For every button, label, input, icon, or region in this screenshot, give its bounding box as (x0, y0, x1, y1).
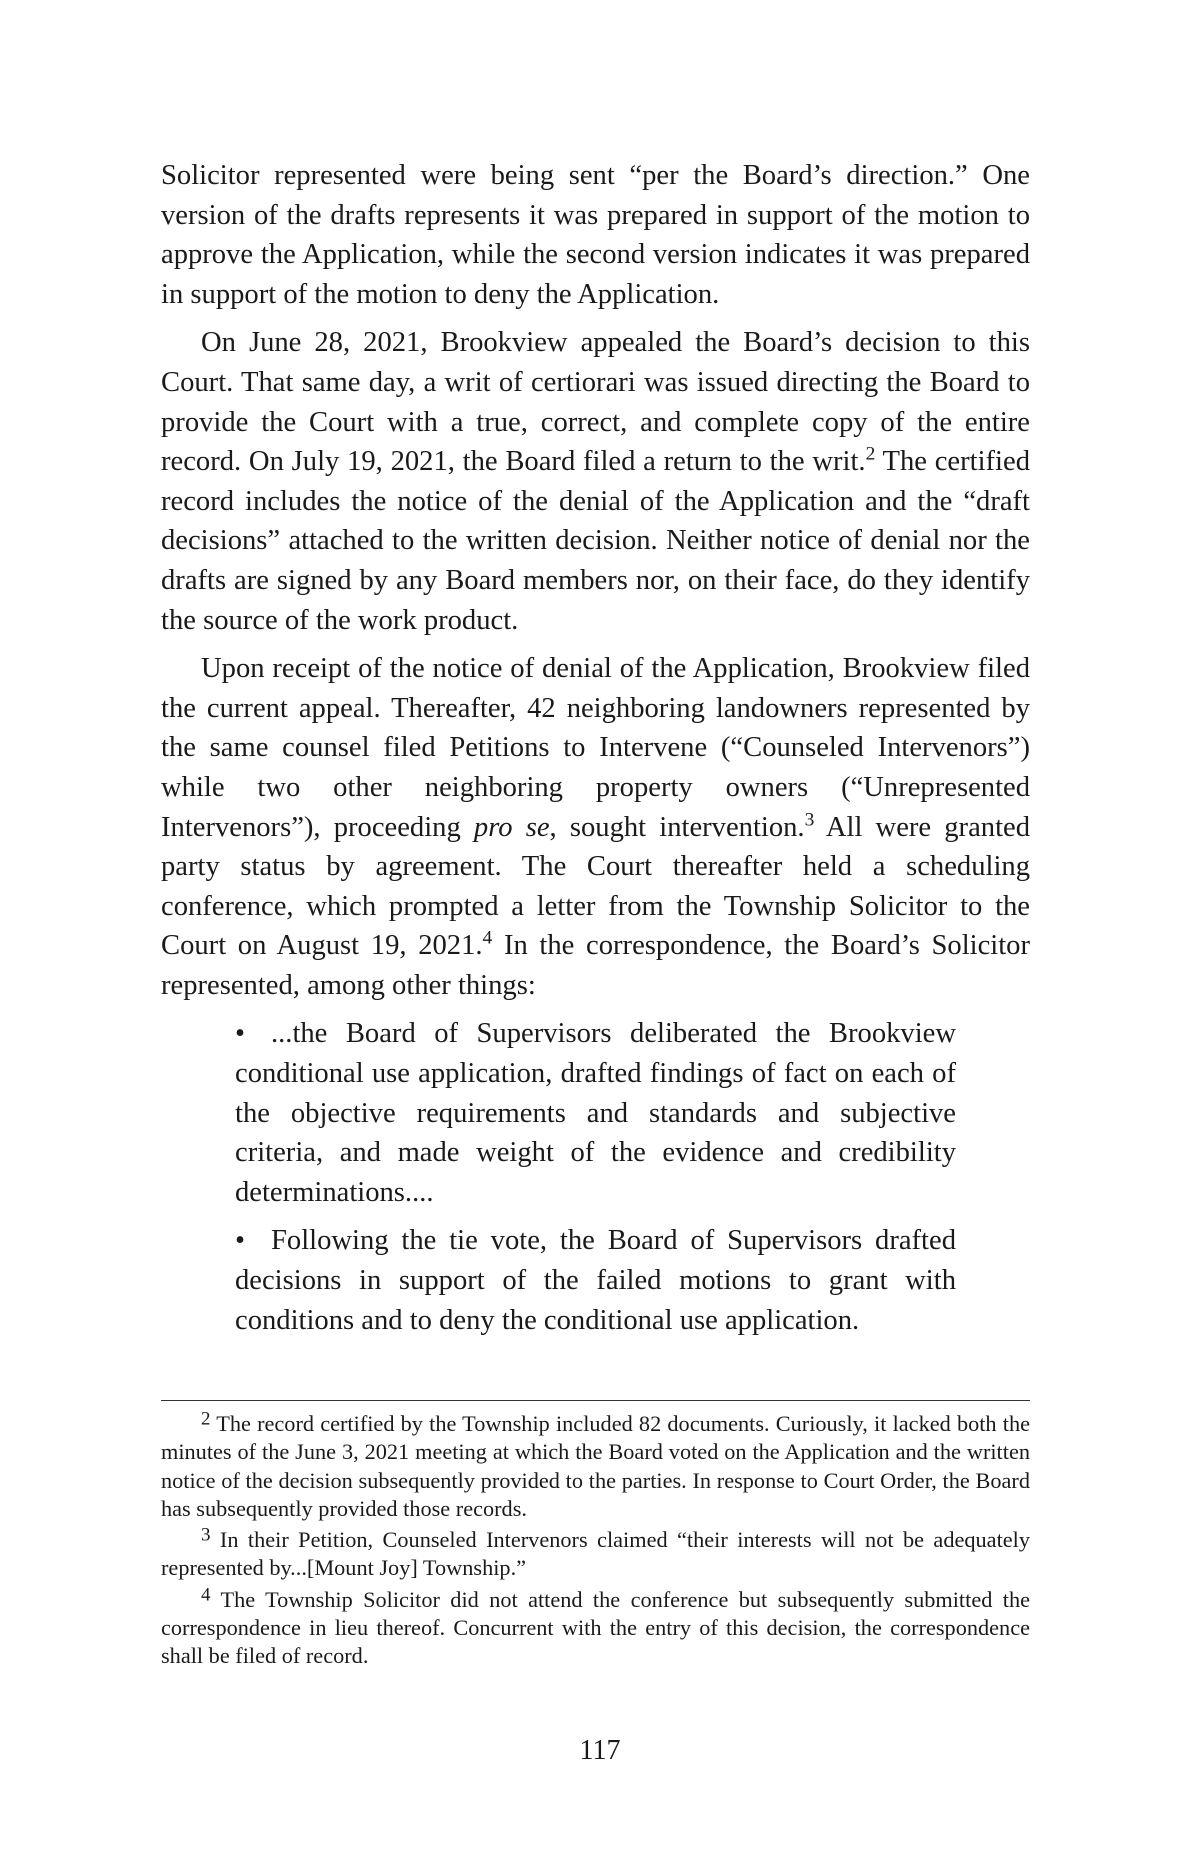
footnote-number: 3 (201, 1524, 211, 1546)
paragraph-3-text-d: In the correspondence, the Board’s Solicitor represented, among other things: (161, 930, 1030, 1001)
paragraph-1 (161, 156, 1030, 314)
quoted-bullet-list (235, 1014, 956, 1340)
page-number: 117 (579, 1735, 621, 1766)
bullet-text: ...the Board of Supervisors deliberated the Brookview conditional use application, drafted findings of fact on each of the objective requirements and standards and subjective criteria, and made weight of the evidence and credibility determinations.... (235, 1018, 956, 1208)
footnote-number: 2 (201, 1408, 211, 1430)
paragraph-3-text-b: , sought intervention. (549, 811, 805, 843)
bullet-text: Following the tie vote, the Board of Supervisors drafted decisions in support of the failed motions to grant with conditions and to deny the conditional use application. (235, 1225, 956, 1336)
paragraph-2 (161, 323, 1030, 640)
bullet-item (235, 1014, 956, 1212)
paragraph-3-text-a: Upon receipt of the notice of denial of the Application, Brookview filed the current appeal. Thereafter, 42 neighboring landowners represented by the same counsel filed Petitions to Intervene (“Counseled Intervenors”) while two other neighboring property owners (“Unrepresented Intervenors”), proceeding (161, 653, 1030, 843)
footnote-text: The Township Solicitor did not attend the conference but subsequently submitted the correspondence in lieu thereof. Concurrent with the entry of this decision, the correspondence shall be filed of record. (161, 1586, 1030, 1669)
footnote-3 (161, 1526, 1030, 1583)
paragraph-3-italic: pro se (473, 811, 550, 843)
footnotes (161, 1410, 1030, 1674)
footnote-2 (161, 1410, 1030, 1523)
paragraph-3-text-c: All were granted party status by agreement. The Court thereafter held a scheduling conference, which prompted a letter from the Township Solicitor to the Court on August 19, 2021. (161, 811, 1031, 962)
bullet-icon: • (235, 1018, 246, 1050)
bullet-item (235, 1221, 956, 1340)
paragraph-1-text: Solicitor represented were being sent “per the Board’s direction.” One version of the drafts represents it was prepared in support of the motion to approve the Application, while the second version indicates it was prepared in support of the motion to deny the Application. (161, 160, 1030, 310)
page-body (161, 156, 1030, 1349)
bullet-icon: • (235, 1225, 246, 1257)
paragraph-3 (161, 649, 1030, 1005)
footnote-number: 4 (201, 1584, 211, 1606)
paragraph-2-text-a: On June 28, 2021, Brookview appealed the Board’s decision to this Court. That same day, a writ of certiorari was issued directing the Board to provide the Court with a true, correct, and complete copy of the entire record. On July 19, 2021, the Board filed a return to the writ. (161, 327, 1030, 478)
paragraph-2-text-b: The certified record includes the notice of the denial of the Application and the “draft decisions” attached to the written decision. Neither notice of denial nor the drafts are signed by any Board members nor, on their face, do they identify the source of the work product. (161, 446, 1030, 636)
footnote-ref-3[interactable]: 3 (804, 808, 815, 830)
footnote-ref-4[interactable]: 4 (482, 927, 493, 949)
footnote-4 (161, 1586, 1030, 1671)
footnote-ref-2[interactable]: 2 (865, 443, 876, 465)
footnote-text: The record certified by the Township included 82 documents. Curiously, it lacked both the minutes of the June 3, 2021 meeting at which the Board voted on the Application and the written notice of the decision subsequently provided to the parties. In response to Court Order, the Board has subsequently provided those records. (161, 1411, 1030, 1521)
footnote-text: In their Petition, Counseled Intervenors claimed “their interests will not be adequately represented by...[Mount Joy] Township.” (161, 1527, 1030, 1581)
footnote-divider (161, 1400, 1030, 1401)
